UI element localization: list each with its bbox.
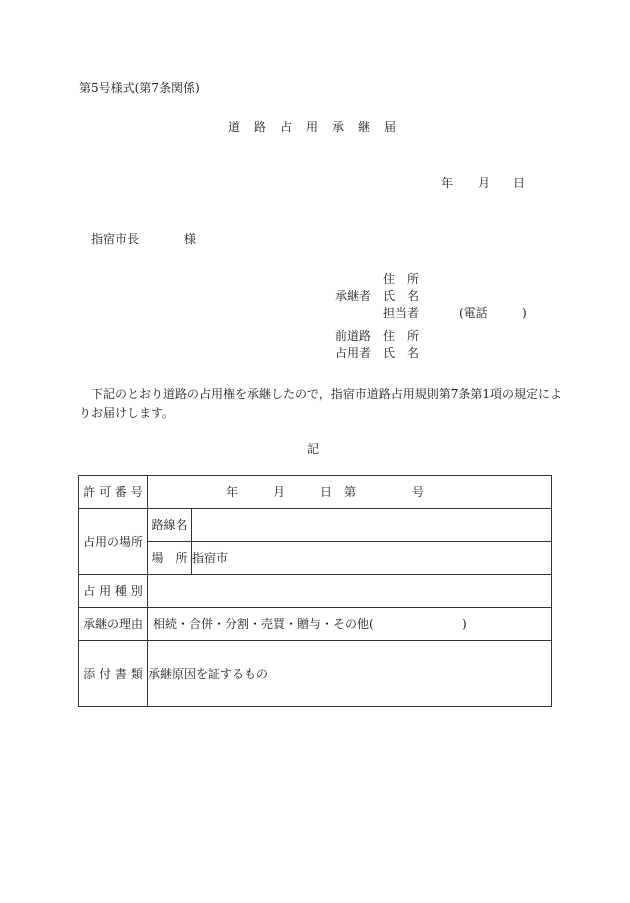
predecessor-group-label-1: 前道路 (335, 329, 372, 343)
location-route-row (79, 509, 552, 542)
type-row (79, 575, 552, 608)
successor-phone-open: (電話 (459, 306, 488, 320)
document-title: 道 路 占 用 承 継 届 (228, 120, 398, 134)
successor-address-label: 住 所 (383, 272, 420, 286)
permit-number-row (79, 476, 552, 509)
permit-month: 月 (273, 485, 286, 499)
notification-table (78, 475, 552, 707)
attachments-label: 添 付 書 類 (79, 641, 148, 707)
successor-name-label: 氏 名 (383, 289, 420, 303)
successor-group-label: 承継者 (335, 289, 372, 303)
permit-go: 号 (412, 485, 425, 499)
addressee-name: 指宿市長 (91, 232, 140, 246)
attachments-value[interactable]: 承継原因を証するもの (148, 641, 552, 707)
successor-contact-label: 担当者 (383, 306, 420, 320)
form-number: 第5号様式(第7条関係) (79, 81, 200, 95)
permit-dai: 第 (344, 485, 357, 499)
place-label: 場 所 (148, 542, 192, 575)
ki-heading: 記 (307, 442, 320, 456)
route-label: 路線名 (148, 509, 192, 542)
type-label: 占 用 種 別 (79, 575, 148, 608)
reason-label: 承継の理由 (79, 608, 148, 641)
reason-close: ) (462, 617, 467, 631)
location-place-row (79, 542, 552, 575)
location-label: 占用の場所 (79, 509, 148, 575)
date-month: 月 (478, 176, 491, 190)
predecessor-name-label: 氏 名 (383, 346, 420, 360)
route-value-cell[interactable] (192, 509, 552, 542)
reason-value: 相続・合併・分割・売買・贈与・その他( (153, 617, 374, 631)
type-value-cell[interactable] (148, 575, 552, 608)
body-text-line2: りお届けします。 (79, 406, 175, 420)
permit-number-cell[interactable] (148, 476, 552, 509)
permit-day: 日 (320, 485, 333, 499)
body-text-line1: 下記のとおり道路の占用権を承継したので，指宿市道路占用規則第7条第1項の規定によ (91, 387, 563, 401)
predecessor-group-label-2: 占用者 (335, 346, 372, 360)
permit-number-label: 許 可 番 号 (79, 476, 148, 509)
place-value[interactable]: 指宿市 (192, 542, 552, 575)
permit-year: 年 (226, 485, 239, 499)
reason-row (79, 608, 552, 641)
reason-value-cell[interactable] (148, 608, 552, 641)
predecessor-address-label: 住 所 (383, 329, 420, 343)
date-day: 日 (513, 176, 526, 190)
attachments-row (79, 641, 552, 707)
successor-phone-close: ) (522, 306, 527, 320)
addressee-honorific: 様 (184, 232, 197, 246)
date-year: 年 (441, 176, 454, 190)
